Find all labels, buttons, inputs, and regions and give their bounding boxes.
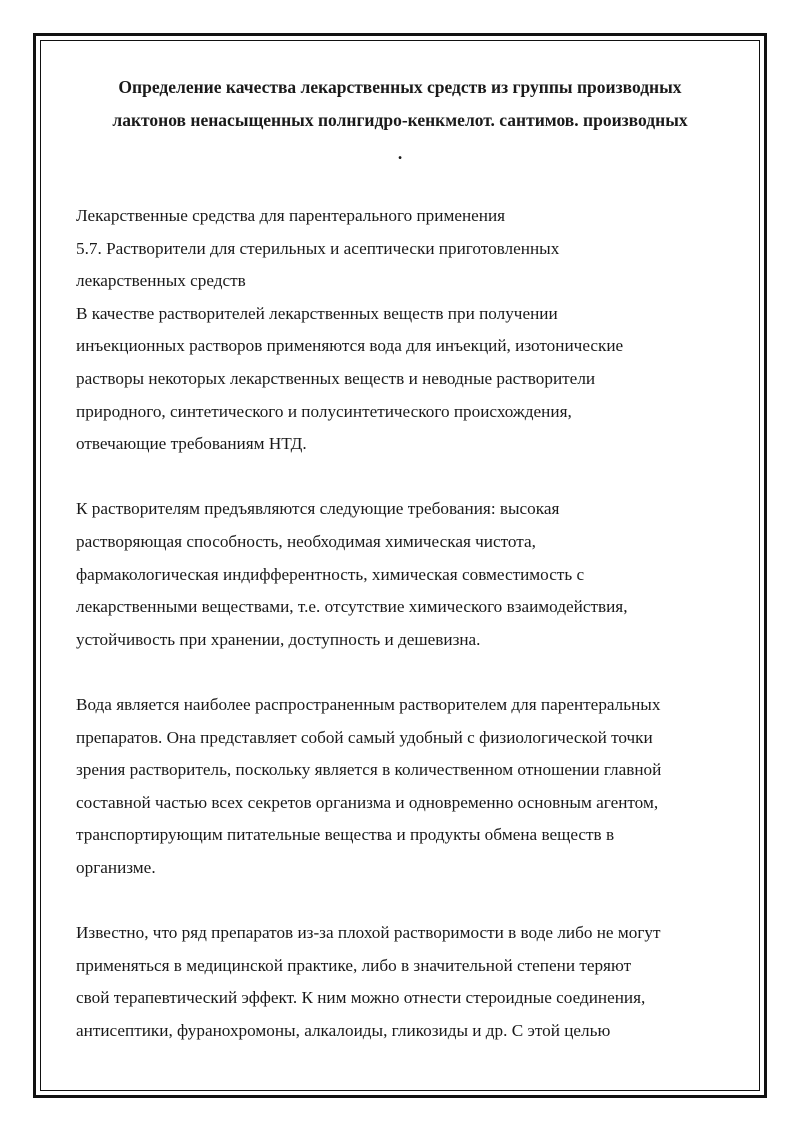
text-line: инъекционных растворов применяются вода для инъекций, изотонические	[76, 336, 624, 356]
paragraph-4	[76, 917, 736, 1047]
text-line: Вода является наиболее распространенным растворителем для парентеральных	[76, 694, 661, 714]
text-line: 5.7. Растворители для стерильных и асептически приготовленных	[76, 238, 560, 258]
title-line: Определение качества лекарственных средств из группы производных	[118, 77, 682, 97]
text-line: применяться в медицинской практике, либо в значительной степени теряют	[76, 955, 632, 975]
text-line: транспортирующим питательные вещества и продукты обмена веществ в	[76, 825, 615, 845]
document-body	[76, 200, 736, 1047]
text-line: составной частью всех секретов организма и одновременно основным агентом,	[76, 792, 659, 812]
text-line: растворяющая способность, необходимая химическая чистота,	[76, 531, 536, 551]
text-line: В качестве растворителей лекарственных веществ при получении	[76, 303, 558, 323]
title-line: лактонов ненасыщенных полнгидро-кенкмелот. сантимов. производных	[112, 110, 688, 130]
text-line: организме.	[76, 857, 156, 877]
paragraph-gap	[76, 461, 736, 494]
document-title	[40, 71, 760, 170]
title-line: .	[397, 143, 403, 163]
text-line: устойчивость при хранении, доступность и дешевизна.	[76, 629, 481, 649]
text-line: К растворителям предъявляются следующие требования: высокая	[76, 499, 560, 519]
text-line: фармакологическая индифферентность, химическая совместимость с	[76, 564, 585, 584]
text-line: Известно, что ряд препаратов из-за плохой растворимости в воде либо не могут	[76, 923, 661, 943]
paragraph-2	[76, 493, 736, 656]
text-line: растворы некоторых лекарственных веществ и неводные растворители	[76, 368, 596, 388]
text-line: зрения растворитель, поскольку является в количественном отношении главной	[76, 760, 662, 780]
text-line: Лекарственные средства для парентерального применения	[76, 206, 506, 225]
paragraph-gap	[76, 656, 736, 689]
text-line: препаратов. Она представляет собой самый удобный с физиологической точки	[76, 727, 653, 747]
text-line: антисептики, фуранохромоны, алкалоиды, гликозиды и др. С этой целью	[76, 1020, 611, 1040]
paragraph-1	[76, 200, 736, 461]
text-line: лекарственных средств	[76, 271, 246, 291]
text-line: отвечающие требованиям НТД.	[76, 434, 307, 454]
text-line: природного, синтетического и полусинтетического происхождения,	[76, 401, 572, 421]
text-line: свой терапевтический эффект. К ним можно отнести стероидные соединения,	[76, 988, 646, 1008]
paragraph-3	[76, 689, 736, 885]
text-line: лекарственными веществами, т.е. отсутствие химического взаимодействия,	[76, 597, 628, 617]
paragraph-gap	[76, 884, 736, 917]
